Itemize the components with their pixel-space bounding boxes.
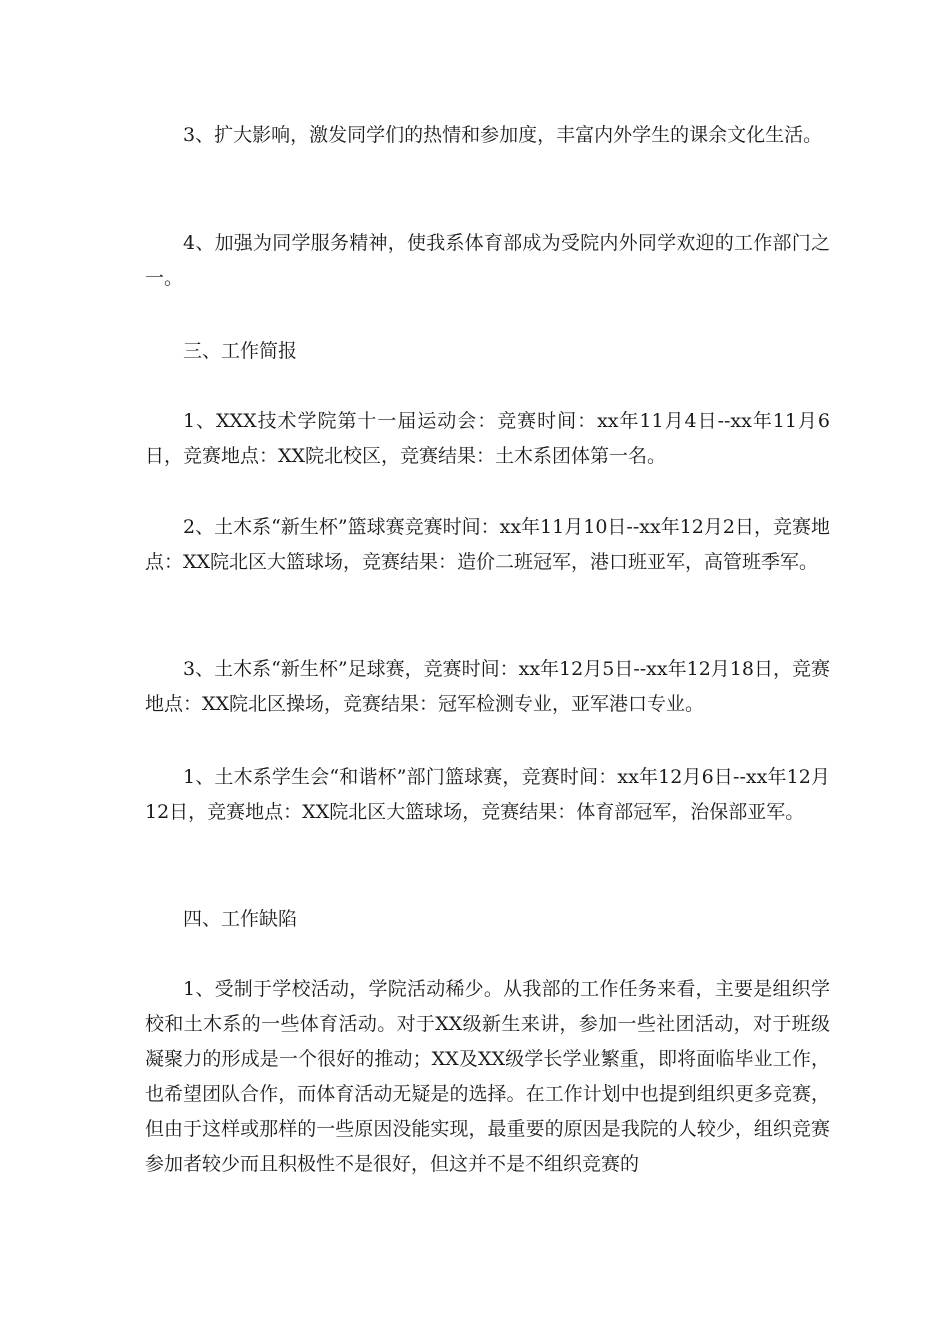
paragraph-report-basketball: 2、土木系“新生杯”篮球赛竞赛时间：xx年11月10日--xx年12月2日，竞赛地点：XX院北区大篮球场，竞赛结果：造价二班冠军，港口班亚军，高管班季军。: [145, 516, 830, 573]
section-heading-work-defects: 四、工作缺陷: [183, 908, 298, 930]
paragraph-defect-1: 1、受制于学校活动，学院活动稀少。从我部的工作任务来看，主要是组织学校和土木系的一些体育活动。对于XX级新生来讲，参加一些社团活动，对于班级凝聚力的形成是一个很好的推动；XX及XX级学长学业繁重，即将面临毕业工作，也希望团队合作，而体育活动无疑是的选择。在工作计划中也提到组织更多竞赛，但由于这样或那样的一些原因没能实现，最重要的原因是我院的人较少，组织竞赛参加者较少而且积极性不是很好，但这并不是不组织竞赛的: [145, 978, 830, 1175]
section-heading-work-report: 三、工作简报: [183, 340, 298, 362]
paragraph-goal-4: 4、加强为同学服务精神，使我系体育部成为受院内外同学欢迎的工作部门之一。: [145, 232, 830, 289]
paragraph-goal-3: 3、扩大影响，激发同学们的热情和参加度，丰富内外学生的课余文化生活。: [183, 124, 823, 146]
document-page: [145, 0, 830, 1344]
paragraph-report-football: 3、土木系“新生杯”足球赛，竞赛时间：xx年12月5日--xx年12月18日，竞赛地点：XX院北区操场，竞赛结果：冠军检测专业，亚军港口专业。: [145, 658, 830, 715]
paragraph-report-sports-meet: 1、XXX技术学院第十一届运动会：竞赛时间：xx年11月4日--xx年11月6日，竞赛地点：XX院北校区，竞赛结果：土木系团体第一名。: [145, 410, 830, 467]
paragraph-report-harmony-cup: 1、土木系学生会“和谐杯”部门篮球赛，竞赛时间：xx年12月6日--xx年12月12日，竞赛地点：XX院北区大篮球场，竞赛结果：体育部冠军，治保部亚军。: [145, 766, 830, 823]
